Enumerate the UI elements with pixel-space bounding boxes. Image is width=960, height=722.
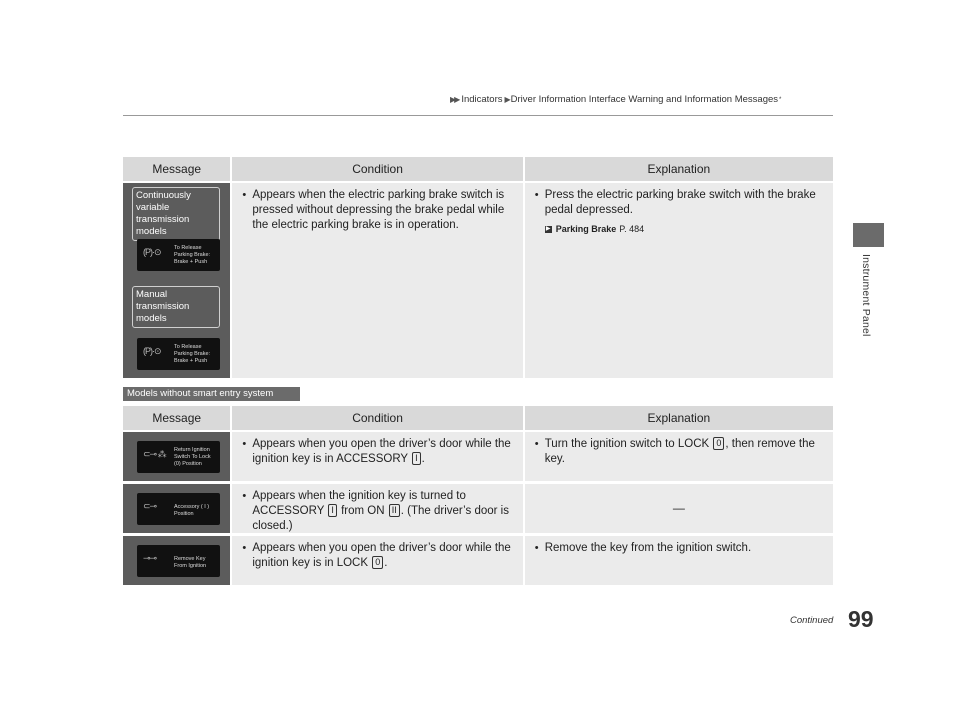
reference-arrow-icon: ▶ (545, 226, 551, 232)
table-row (123, 536, 833, 585)
table-row (123, 484, 833, 533)
asterisk-mark: * (779, 96, 782, 103)
screen-message: Accessory ( I ) Position (174, 504, 210, 517)
side-tab-label: Instrument Panel (860, 254, 872, 337)
callout-manual-models: Manual transmission models (132, 286, 220, 328)
display-screen (137, 493, 220, 525)
column-header-condition: Condition (352, 162, 403, 176)
screen-message: Return Ignition Switch To Lock (0) Position (174, 447, 211, 467)
column-header-message: Message (152, 411, 202, 425)
explanation-text: Remove the key from the ignition switch. (544, 542, 752, 554)
explanation-cell: • Remove the key from the ignition switch. (525, 536, 833, 585)
screen-message: To Release Parking Brake: Brake + Push (174, 245, 211, 265)
callout-cvt-models: Continuously variable transmission models (132, 187, 220, 241)
arrow-icon: ▶ (504, 95, 509, 104)
keycap-accessory: I (412, 452, 421, 465)
display-screen (137, 338, 220, 370)
explanation-cell (525, 484, 833, 533)
message-cell (123, 484, 230, 533)
keycap-lock: 0 (713, 437, 724, 450)
table-header (123, 406, 833, 430)
table-header (123, 157, 833, 181)
column-header-explanation: Explanation (647, 411, 711, 425)
messages-table-ignition (123, 406, 833, 588)
screen-message: To Release Parking Brake: Brake + Push (174, 344, 211, 364)
continued-label: Continued (790, 615, 834, 626)
explanation-cell: • Press the electric parking brake switch with the brake pedal depressed. ▶ Parking Brake P. 484 (525, 183, 833, 378)
explanation-text: Press the electric parking brake switch with the brake pedal depressed. (544, 189, 816, 216)
condition-cell: • Appears when the ignition key is turned to ACCESSORY I from ON II . (The driver’s door is closed.) (232, 484, 522, 533)
message-cell (123, 183, 230, 378)
table-row (123, 432, 833, 481)
messages-table-parking-brake (123, 157, 833, 381)
message-cell (123, 432, 230, 481)
keycap-lock: 0 (372, 556, 383, 569)
key-icon: ⊸⊸ (143, 553, 157, 563)
breadcrumb (448, 94, 781, 105)
screen-message: Remove Key From Ignition (174, 556, 207, 569)
breadcrumb-item-indicators[interactable]: Indicators (461, 94, 503, 105)
breadcrumb-item-warning-messages[interactable]: Driver Information Interface Warning and Information Messages (510, 94, 779, 105)
parking-brake-icon: (P)·⊙ (143, 247, 161, 257)
double-arrow-icon: ▶▶ (450, 95, 459, 104)
display-screen (137, 545, 220, 577)
display-screen (137, 441, 220, 473)
side-tab-block (853, 223, 884, 247)
condition-cell: • Appears when you open the driver’s door while the ignition key is in ACCESSORY I . (232, 432, 522, 481)
models-tag: Models without smart entry system (123, 387, 300, 401)
page-number: 99 (848, 606, 874, 632)
header-divider (123, 115, 833, 116)
ignition-key-icon: ⊂⊸ ⁂ (143, 449, 166, 459)
explanation-dash: — (672, 501, 685, 515)
keycap-accessory: I (328, 504, 337, 517)
column-header-explanation: Explanation (647, 162, 711, 176)
cross-reference-link[interactable]: ▶ Parking Brake P. 484 (545, 224, 645, 234)
condition-cell: • Appears when the electric parking brake switch is pressed without depressing the brake pedal while the electric parking brake is in operation. (232, 183, 522, 378)
explanation-cell: • Turn the ignition switch to LOCK 0 , then remove the key. (525, 432, 833, 481)
key-icon: ⊂⊸ (143, 501, 157, 511)
condition-cell: • Appears when you open the driver’s door while the ignition key is in LOCK 0 . (232, 536, 522, 585)
keycap-on: II (389, 504, 400, 517)
condition-text: Appears when the electric parking brake switch is pressed without depressing the brake pedal while the electric parking brake is in operation. (252, 189, 505, 231)
message-cell (123, 536, 230, 585)
column-header-condition: Condition (352, 411, 403, 425)
column-header-message: Message (152, 162, 202, 176)
table-row (123, 183, 833, 378)
display-screen (137, 239, 220, 271)
parking-brake-icon: (P)·⊙ (143, 346, 161, 356)
